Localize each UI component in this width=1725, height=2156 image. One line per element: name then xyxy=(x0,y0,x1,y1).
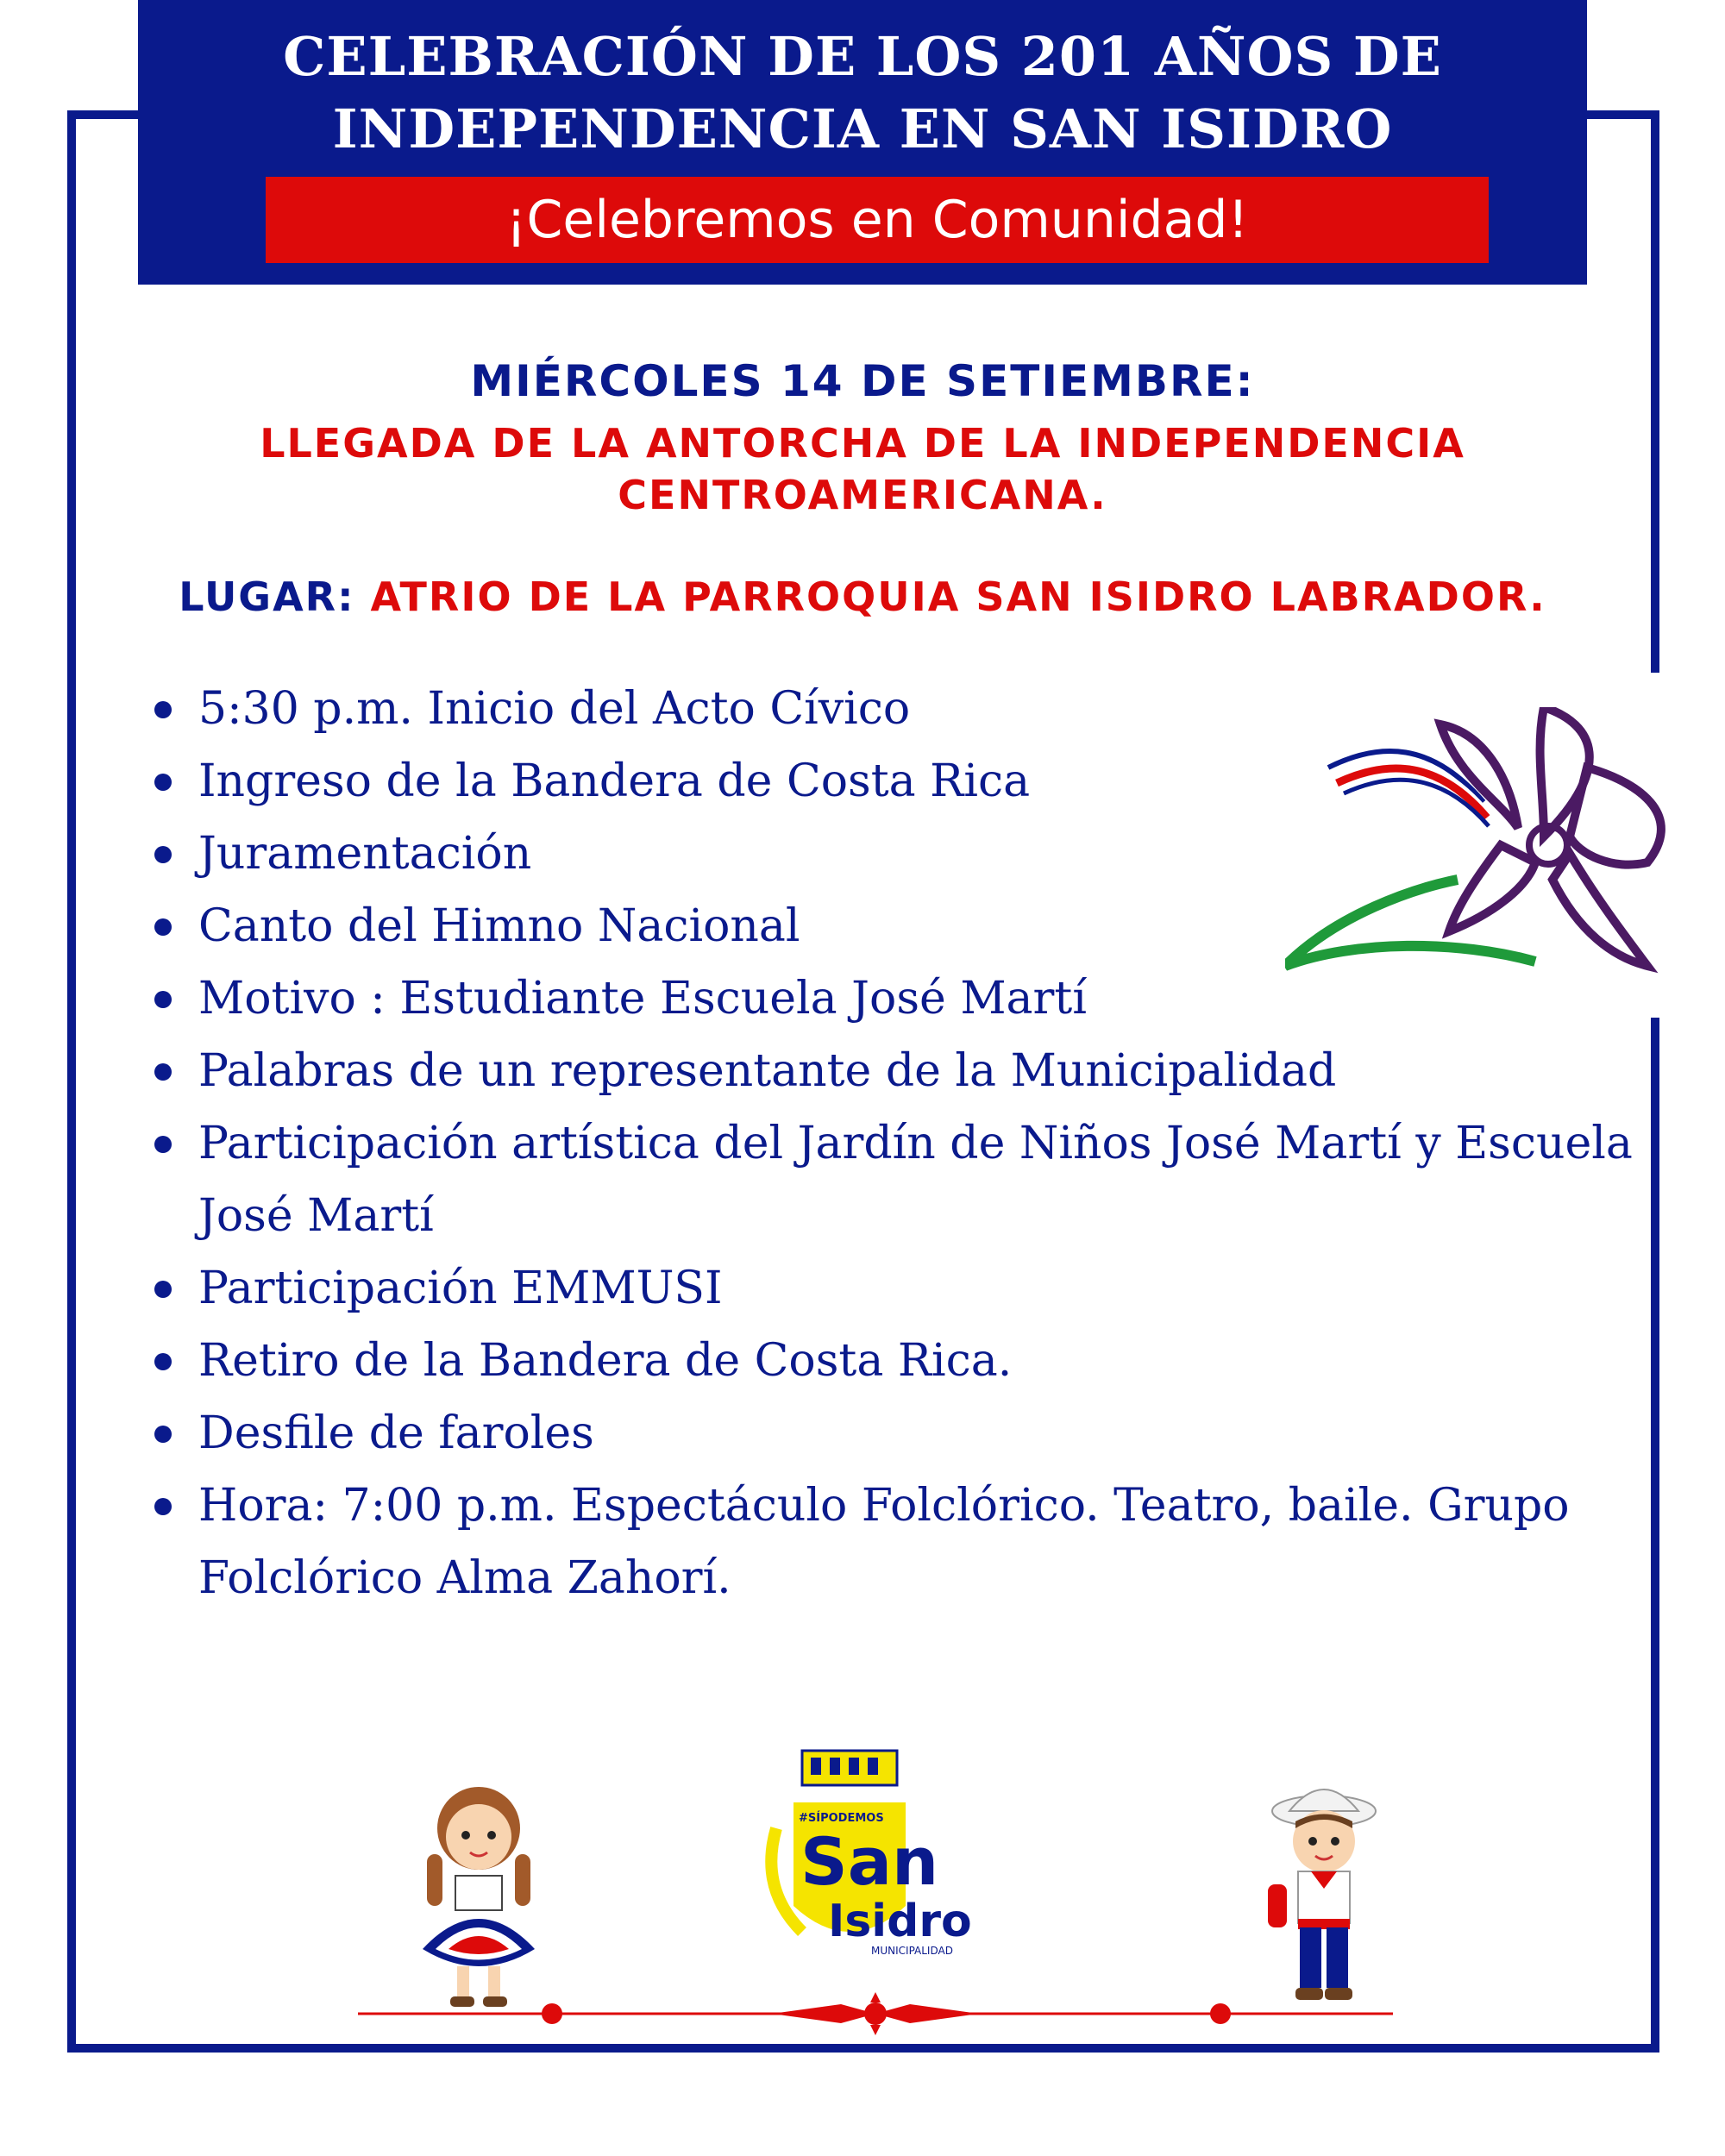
agenda-item: Palabras de un representante de la Municipalidad xyxy=(151,1035,1652,1107)
boy-character-icon xyxy=(1251,1777,1397,2009)
agenda-item: Desfile de faroles xyxy=(151,1397,1652,1470)
event-name-line-1: LLEGADA DE LA ANTORCHA DE LA INDEPENDENCIA xyxy=(260,420,1465,467)
orchid-flag-icon xyxy=(1285,707,1699,992)
agenda-item: Ingreso de la Bandera de Costa Rica xyxy=(151,745,1652,818)
place-value: ATRIO DE LA PARROQUIA SAN ISIDRO LABRADOR. xyxy=(370,573,1546,620)
page-title xyxy=(138,21,1587,166)
logo-subtitle: MUNICIPALIDAD xyxy=(871,1945,953,1957)
girl-character-icon xyxy=(405,1777,552,2009)
event-place xyxy=(0,571,1725,623)
place-label: LUGAR: xyxy=(179,573,355,620)
agenda-item: Participación EMMUSI xyxy=(151,1252,1652,1325)
header-banner xyxy=(138,0,1587,285)
logo-name-bottom: Isidro xyxy=(828,1896,972,1947)
agenda-item: Juramentación xyxy=(151,818,1652,890)
title-line-2: INDEPENDENCIA EN SAN ISIDRO xyxy=(332,97,1393,160)
agenda-item: Participación artística del Jardín de Niños José Martí y Escuela José Martí xyxy=(151,1107,1652,1252)
event-date: MIÉRCOLES 14 DE SETIEMBRE: xyxy=(470,356,1255,406)
logo-name-top: San xyxy=(800,1823,939,1900)
agenda-item: 5:30 p.m. Inicio del Acto Cívico xyxy=(151,673,1652,745)
event-name-line-2: CENTROAMERICANA. xyxy=(618,472,1107,518)
agenda-item: Retiro de la Bandera de Costa Rica. xyxy=(151,1325,1652,1397)
agenda-item: Canto del Himno Nacional xyxy=(151,890,1652,962)
title-line-1: CELEBRACIÓN DE LOS 201 AÑOS DE xyxy=(283,25,1442,88)
event-name xyxy=(0,417,1725,521)
agenda-item: Motivo : Estudiante Escuela José Martí xyxy=(151,962,1652,1035)
agenda-item: Hora: 7:00 p.m. Espectáculo Folclórico. Teatro, baile. Grupo Folclórico Alma Zahorí. xyxy=(151,1470,1652,1614)
subtitle-banner: ¡Celebremos en Comunidad! xyxy=(266,177,1489,263)
municipality-logo xyxy=(742,1733,1000,1975)
logo-tagline: #SÍPODEMOS xyxy=(799,1812,884,1825)
decorative-divider xyxy=(358,1992,1393,2035)
